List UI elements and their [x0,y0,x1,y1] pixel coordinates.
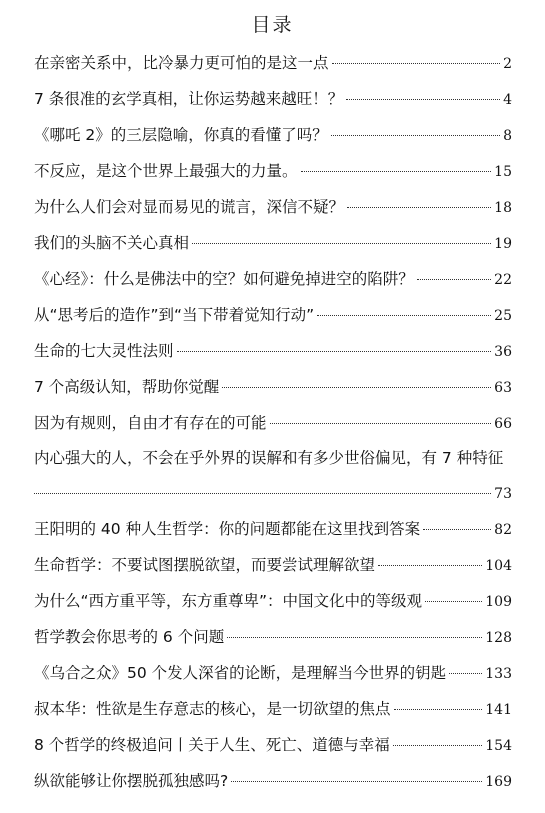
toc-entry[interactable] [34,662,512,685]
dot-leader [417,279,491,280]
toc-page-number: 128 [485,630,512,646]
dot-leader [317,315,491,316]
toc-page-number: 63 [494,380,512,396]
dot-leader [177,351,492,352]
dot-leader [346,99,500,100]
toc-page-number: 104 [485,558,512,574]
dot-leader [425,601,482,602]
toc-entry[interactable] [34,518,512,541]
dot-leader [449,673,482,674]
toc-page-number: 141 [485,702,512,718]
toc-page-number: 2 [503,56,512,72]
toc-entry[interactable] [34,554,512,577]
toc-page-number: 154 [485,738,512,754]
toc-entry[interactable] [34,340,512,363]
toc-entry-title: 在亲密关系中，比冷暴力更可怕的是这一点 [34,54,329,72]
toc-entry[interactable] [34,626,512,649]
toc-entry-title: 不反应，是这个世界上最强大的力量。 [34,162,298,180]
toc-entry-title: 7 条很准的玄学真相，让你运势越来越旺！？ [34,90,344,108]
toc-entry-title: 王阳明的 40 种人生哲学：你的问题都能在这里找到答案 [34,520,421,538]
toc-page-number: 36 [494,344,512,360]
toc-entry-title: 为什么人们会对显而易见的谎言，深信不疑？ [34,198,345,216]
toc-entry-title: 我们的头脑不关心真相 [34,234,190,252]
toc-entry[interactable] [34,412,512,435]
dot-leader [192,243,491,244]
toc-page-number: 8 [503,128,512,144]
toc-entry-title: 纵欲能够让你摆脱孤独感吗? [34,772,229,790]
dot-leader [227,637,482,638]
toc-page-number: 82 [494,522,512,538]
toc-entry-title: 生命的七大灵性法则 [34,342,174,360]
toc-entry-title: 7 个高级认知，帮助你觉醒 [34,378,220,396]
toc-page-number: 15 [494,164,512,180]
dot-leader [270,423,492,424]
toc-page-number: 73 [494,486,512,502]
toc-entry[interactable] [34,88,512,111]
toc-page-number: 25 [494,308,512,324]
toc-entry[interactable] [34,160,512,183]
dot-leader [301,171,492,172]
toc-entry-title: 内心强大的人，不会在乎外界的误解和有多少世俗偏见，有 7 种特征 [34,449,504,467]
dot-leader [423,529,491,530]
toc-entry[interactable] [34,376,512,399]
toc-entry-title: 8 个哲学的终极追问丨关于人生、死亡、道德与幸福 [34,736,390,754]
dot-leader [394,709,483,710]
dot-leader [231,781,482,782]
toc-entry[interactable] [34,447,512,505]
dot-leader [347,207,491,208]
toc-entry[interactable] [34,268,512,291]
toc-page-number: 109 [485,594,512,610]
toc-entry[interactable] [34,196,512,219]
dot-leader [378,565,482,566]
dot-leader [332,63,501,64]
toc-page-number: 18 [494,200,512,216]
toc-page-number: 19 [494,236,512,252]
toc-entry-title: 叔本华：性欲是生存意志的核心，是一切欲望的焦点 [34,700,391,718]
toc-entry[interactable] [34,770,512,793]
toc-page-number: 133 [485,666,512,682]
toc-page-number: 4 [503,92,512,108]
dot-leader [222,387,491,388]
toc-entry[interactable] [34,232,512,255]
toc-entry-title: 生命哲学：不要试图摆脱欲望，而要尝试理解欲望 [34,556,376,574]
toc-entry-title: 因为有规则，自由才有存在的可能 [34,414,267,432]
toc-entry-title: 为什么“西方重平等，东方重尊卑”：中国文化中的等级观 [34,592,423,610]
toc-entry-title: 《哪吒 2》的三层隐喻，你真的看懂了吗？ [34,126,328,144]
dot-leader [331,135,500,136]
toc-entry[interactable] [34,124,512,147]
toc-page-number: 66 [494,416,512,432]
toc-page-number: 169 [485,774,512,790]
page-title: 目录 [251,14,294,36]
toc-entry[interactable] [34,698,512,721]
toc-entry-title: 哲学教会你思考的 6 个问题 [34,628,225,646]
dot-leader [34,493,491,494]
toc-entry[interactable] [34,590,512,613]
toc-entry-title: 《心经》：什么是佛法中的空？如何避免掉进空的陷阱？ [34,270,414,288]
dot-leader [393,745,482,746]
toc-entry[interactable] [34,304,512,327]
toc-entry[interactable] [34,52,512,75]
toc-page-number: 22 [494,272,512,288]
toc-entry[interactable] [34,734,512,757]
toc-entry-title: 从“思考后的造作”到“当下带着觉知行动” [34,306,315,324]
toc-entry-title: 《乌合之众》50 个发人深省的论断，是理解当今世界的钥匙 [34,664,447,682]
